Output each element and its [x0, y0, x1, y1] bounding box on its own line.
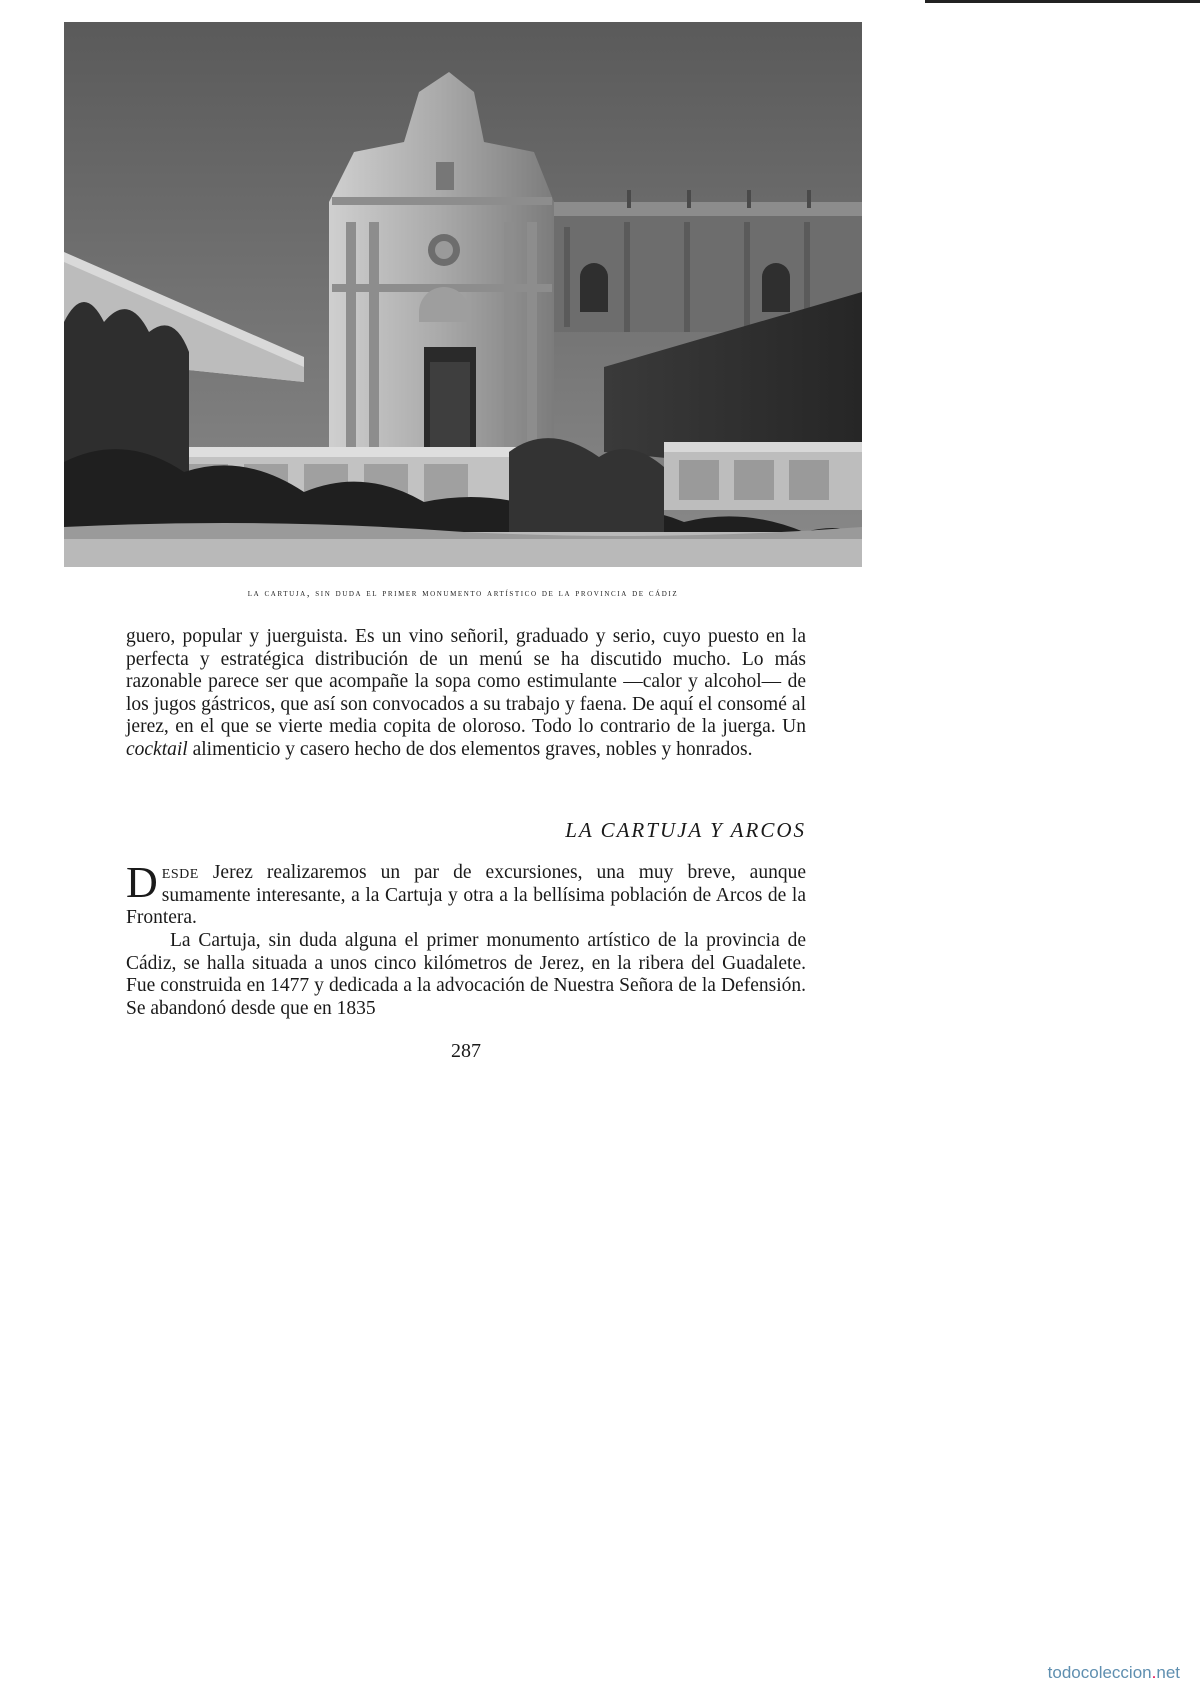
section-heading: LA CARTUJA Y ARCOS [565, 818, 806, 842]
paragraph-1-italic-word: cocktail [126, 738, 188, 760]
top-rule [925, 0, 1200, 3]
paragraph-3: La Cartuja, sin duda alguna el primer monumento artístico de la provincia de Cádiz, se halla situada a unos cinco kilómetros de Jerez, en la ribera del Guadalete. Fue construida en 1477 y dedicada a la advocación de Nuestra Señora de la Defensión. Se abandonó desde que en 1835 [126, 930, 806, 1019]
paragraph-1 [126, 626, 806, 761]
paragraph-2-text: Jerez realizaremos un par de excursiones, una muy breve, aunque sumamente interesante, a la Cartuja y otra a la bellísima población de Arcos de la Frontera. [126, 862, 806, 928]
page-number: 287 [451, 1040, 481, 1062]
paragraph-1-text-end: alimenticio y casero hecho de dos elementos graves, nobles y honrados. [187, 738, 753, 760]
paragraph-2-lead: esde [161, 862, 199, 883]
drop-cap: D [126, 858, 158, 907]
watermark-dot: . [1151, 1663, 1157, 1682]
paragraph-1-text: guero, popular y juerguista. Es un vino señoril, graduado y serio, cuyo puesto en la perfecta y estratégica distribución de un menú se ha discutido mucho. Lo más razonable parece ser que acompañe la sopa como estimulante —calor y alcohol— de los jugos gástricos, que así son convocados a su trabajo y faena. De aquí el consomé al jerez, en el que se vierte media copita de oloroso. Todo lo contrario de la juerga. Un [126, 626, 806, 737]
photo-caption: la cartuja, sin duda el primer monumento artístico de la provincia de cádiz [247, 588, 679, 599]
watermark [1048, 1663, 1180, 1683]
watermark-suffix: net [1156, 1663, 1180, 1682]
paragraph-2 [126, 858, 806, 930]
cartuja-photograph [64, 22, 862, 567]
watermark-prefix: todocoleccion [1047, 1663, 1152, 1682]
